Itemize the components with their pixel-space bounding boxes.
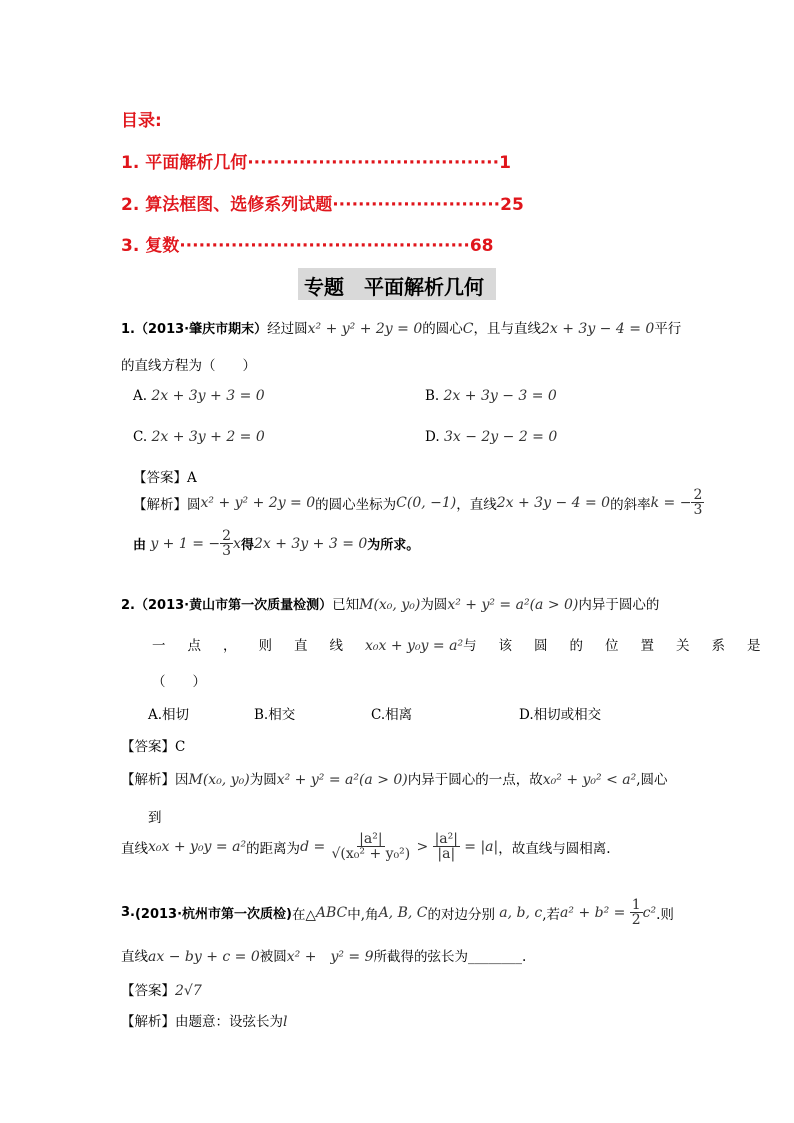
- analysis-text: 内异于圆心的一点，故: [407, 772, 543, 788]
- question-3-stem: [121, 898, 674, 927]
- line-equation: x₀x + y₀y = a²: [365, 638, 464, 654]
- center-symbol: C: [462, 321, 474, 337]
- option-label: B.: [425, 388, 440, 404]
- option-value: 2x + 3y + 3 = 0: [151, 388, 265, 404]
- analysis-text: 得: [240, 538, 254, 553]
- analysis-label: 【解析】: [121, 772, 175, 788]
- condition: c²: [642, 904, 657, 921]
- stem-text: 在△: [292, 906, 316, 923]
- ratio-fraction: $\frac{\text{|a²|}}{|a|}$: [434, 831, 458, 862]
- analysis-text: 因: [175, 772, 189, 788]
- stem-text: 为圆: [420, 597, 448, 613]
- stem-text: 中,角: [347, 906, 379, 923]
- inequality: x₀² + y₀² < a²: [542, 772, 637, 788]
- answer-label: 【答案】: [121, 739, 175, 755]
- question-2-stem-line-2: [152, 634, 783, 654]
- point: M(x₀, y₀): [188, 772, 250, 788]
- analysis-text: 直线: [121, 840, 148, 857]
- result-equation: 2x + 3y + 3 = 0: [253, 535, 368, 552]
- option-value: 相交: [268, 707, 296, 723]
- stem-text: 的对边分别: [427, 906, 495, 923]
- toc-leader-dots: ··························: [332, 195, 501, 215]
- question-source: （2013·黄山市第一次质量检测）: [134, 598, 333, 613]
- half-fraction: $\frac{1}{2}$: [631, 897, 641, 928]
- angles: A, B, C: [378, 904, 428, 921]
- option-b[interactable]: [254, 703, 295, 723]
- analysis-text: 由: [133, 538, 147, 553]
- stem-text: 内异于圆心的: [578, 597, 660, 613]
- stem-text: 所截得的弦长为________.: [373, 949, 527, 965]
- question-source: （2013·肇庆市期末）: [134, 322, 268, 337]
- circle-equation: x² + y² = a²(a > 0): [447, 597, 579, 613]
- stem-text: 已知: [332, 597, 360, 613]
- toc-heading: 目录:: [121, 111, 162, 131]
- circle-equation: x² + y² + 2y = 0: [307, 321, 423, 337]
- option-value: 相离: [385, 707, 413, 723]
- variable: l: [283, 1014, 288, 1030]
- answer-3: [121, 979, 202, 999]
- toc-item-2[interactable]: [121, 190, 524, 215]
- toc-page-number: 25: [500, 195, 524, 215]
- toc-page-number: 68: [469, 236, 494, 256]
- question-source: (2013·杭州市第一次质检): [134, 907, 292, 922]
- triangle-name: ABC: [315, 904, 348, 921]
- question-1-stem: [121, 317, 681, 337]
- circle-equation: x² + y² = 9: [286, 949, 374, 965]
- option-label: D.: [519, 707, 534, 723]
- option-a[interactable]: [148, 703, 189, 723]
- answer-label: 【答案】: [133, 470, 187, 486]
- answer-label: 【答案】: [121, 983, 175, 999]
- slope: k = −: [650, 494, 692, 511]
- question-number: 3.: [121, 905, 135, 920]
- circle-equation: x² + y² = a²(a > 0): [276, 772, 408, 788]
- answer-value: 2√7: [175, 983, 202, 999]
- analysis-3: [121, 1010, 287, 1030]
- option-value: 2x + 3y + 2 = 0: [151, 429, 265, 445]
- question-number: 1.: [121, 322, 135, 337]
- option-label: C.: [371, 707, 386, 723]
- slope-fraction: $\frac{2}{3}$: [693, 487, 703, 518]
- analysis-text: 由题意：设弦长为: [175, 1014, 283, 1030]
- analysis-text: ，故直线与圆相离.: [498, 840, 611, 857]
- stem-text: 被圆: [259, 949, 287, 965]
- stem-text: 与该圆的位置关系是: [463, 638, 783, 654]
- fraction: $\frac{2}{3}$: [222, 528, 232, 559]
- point: M(x₀, y₀): [359, 597, 421, 613]
- analysis-1-line-2: [133, 529, 419, 558]
- line-equation: x₀x + y₀y = a²: [148, 838, 247, 855]
- stem-text: .则: [656, 906, 674, 923]
- toc-page-number: 1: [499, 153, 511, 173]
- center-coordinates: C(0, −1): [396, 494, 457, 511]
- toc-leader-dots: ·······································: [247, 153, 500, 173]
- question-3-stem-line-2: [121, 945, 526, 966]
- answer-value: C: [175, 739, 186, 755]
- option-d[interactable]: [519, 703, 601, 723]
- equals-value: = |a|: [464, 838, 499, 855]
- question-1-stem-line-2: 的直线方程为（ ）: [121, 358, 256, 374]
- analysis-2-line-3: [121, 832, 611, 861]
- option-a[interactable]: [133, 388, 265, 404]
- option-label: A.: [133, 388, 148, 404]
- question-2-paren: （ ）: [152, 674, 206, 690]
- variable: x: [233, 535, 241, 552]
- option-value: 相切或相交: [533, 707, 602, 723]
- distance: d =: [300, 838, 326, 855]
- question-2-stem: [121, 593, 659, 613]
- sides: a, b, c: [499, 904, 543, 921]
- analysis-2-line-2: 到: [148, 810, 162, 826]
- analysis-text: ，直线: [456, 496, 497, 513]
- analysis-text: 为圆: [249, 772, 277, 788]
- answer-2: [121, 735, 185, 755]
- option-c[interactable]: [371, 703, 412, 723]
- option-label: D.: [425, 429, 440, 445]
- stem-text: 一点，则直线: [152, 638, 365, 654]
- stem-text: 经过圆: [267, 321, 308, 337]
- distance-fraction: $\frac{\text{|a²|}}{\text{√(x₀² + y₀²)}}$: [331, 831, 411, 862]
- analysis-text: 为所求。: [367, 538, 420, 553]
- analysis-text: 圆: [187, 496, 201, 513]
- stem-text: 平行: [654, 321, 682, 337]
- toc-item-label: 1. 平面解析几何: [121, 153, 248, 173]
- analysis-text: 的距离为: [246, 840, 301, 857]
- stem-text: ，且与直线: [473, 321, 541, 337]
- stem-text: ,若: [542, 906, 561, 923]
- option-d[interactable]: [425, 429, 557, 445]
- analysis-1: [133, 488, 704, 517]
- option-label: B.: [254, 707, 269, 723]
- analysis-label: 【解析】: [121, 1014, 175, 1030]
- stem-text: 的圆心: [422, 321, 463, 337]
- analysis-2: [121, 768, 668, 788]
- toc-item-label: 3. 复数: [121, 236, 180, 256]
- option-c[interactable]: [133, 429, 265, 445]
- section-title: 专题 平面解析几何: [304, 275, 484, 299]
- greater-than: >: [416, 838, 429, 855]
- stem-text: 直线: [121, 949, 148, 965]
- toc-item-3[interactable]: [121, 231, 494, 256]
- toc-item-label: 2. 算法框图、选修系列试题: [121, 195, 333, 215]
- line-equation: 2x + 3y − 4 = 0: [540, 321, 655, 337]
- toc-item-1[interactable]: [121, 148, 511, 173]
- option-label: A.: [148, 707, 163, 723]
- option-value: 相切: [162, 707, 190, 723]
- option-value: 2x + 3y − 3 = 0: [443, 388, 557, 404]
- analysis-text: ,圆心: [636, 772, 668, 788]
- analysis-label: 【解析】: [133, 496, 187, 513]
- option-label: C.: [133, 429, 148, 445]
- answer-1: [133, 466, 197, 486]
- line-equation: ax − by + c = 0: [148, 949, 260, 965]
- question-number: 2.: [121, 598, 135, 613]
- line-equation: 2x + 3y − 4 = 0: [496, 494, 611, 511]
- condition: a² + b² =: [560, 904, 626, 921]
- toc-leader-dots: ·············································: [179, 236, 470, 256]
- analysis-text: 的圆心坐标为: [315, 496, 397, 513]
- option-value: 3x − 2y − 2 = 0: [443, 429, 558, 445]
- circle-equation: x² + y² + 2y = 0: [200, 494, 316, 511]
- equation: y + 1 = −: [150, 535, 221, 552]
- answer-value: A: [187, 470, 197, 486]
- option-b[interactable]: [425, 388, 557, 404]
- analysis-text: 的斜率: [610, 496, 651, 513]
